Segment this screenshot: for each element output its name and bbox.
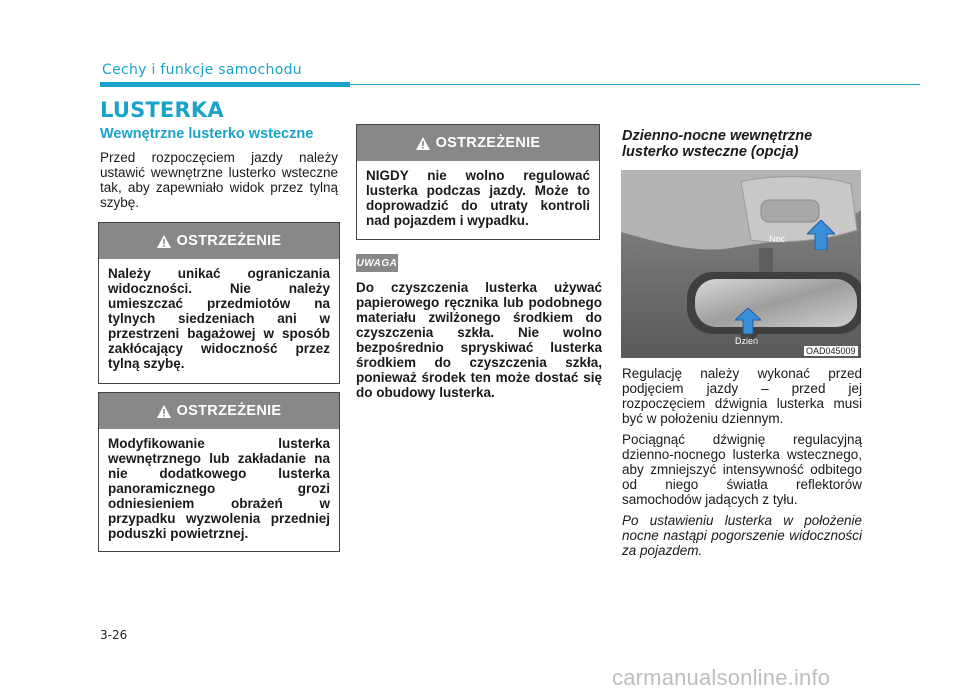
warning-text: Modyfikowanie lusterka wewnętrznego lub zakładanie na nie dodatkowego lusterka panoramicznego grozi odniesieniem obrażeń w przypadku wyzwolenia przedniej poduszki powietrznej. (108, 436, 330, 541)
warning-triangle-icon (416, 137, 430, 150)
daynight-paragraph-2: Pociągnąć dźwignię regulacyjną dzienno-nocnego lusterka wstecznego, aby zmniejszyć intensywność odbitego od niego światła reflektorów samochodów jadących z tyłu. (622, 432, 862, 507)
daynight-text (622, 366, 862, 564)
warning-label: OSTRZEŻENIE (176, 233, 282, 249)
header-rule-thick (100, 82, 350, 87)
daynight-paragraph-1: Regulację należy wykonać przed podjęciem jazdy – przed jej rozpoczęciem dźwignia lusterka musi być w położeniu dziennym. (622, 366, 862, 426)
notice-text: Do czyszczenia lusterka używać papierowego ręcznika lub podobnego materiału zwilżonego środkiem do czyszczenia szkła. Nie wolno bezpośrednio spryskiwać lusterka środkiem do czyszczenia szkła, ponieważ środek ten może dostać się do obudowy lusterka. (356, 280, 602, 400)
warning-header (99, 393, 339, 429)
warning-header (99, 223, 339, 259)
header-rule-thin (350, 84, 920, 85)
night-label: Noc (769, 234, 786, 244)
warning-header (357, 125, 599, 161)
daynight-paragraph-3: Po ustawieniu lusterka w położenie nocne nastąpi pogorszenie widoczności za pojazdem. (622, 513, 862, 558)
arrow-up-icon (735, 308, 761, 334)
chapter-title: Cechy i funkcje samochodu (102, 62, 302, 78)
warning-triangle-icon (157, 235, 171, 248)
daynight-mirror-title: Dzienno-nocne wewnętrzne lusterko wsteczne (opcja) (622, 128, 813, 160)
mirror-photo (621, 170, 861, 358)
warning-box-driving (356, 124, 600, 240)
day-label: Dzień (735, 336, 759, 346)
intro-paragraph (100, 150, 338, 216)
warning-label: OSTRZEŻENIE (435, 135, 541, 151)
notice-badge: UWAGA (356, 254, 398, 272)
arrow-up-icon (807, 220, 835, 250)
watermark: carmanualsonline.info (612, 665, 831, 690)
subsection-title: Wewnętrzne lusterko wsteczne (100, 126, 314, 142)
section-title: LUSTERKA (100, 98, 224, 122)
warning-box-modification (98, 392, 340, 552)
warning-label: OSTRZEŻENIE (176, 403, 282, 419)
intro-text: Przed rozpoczęciem jazdy należy ustawić wewnętrzne lusterko wsteczne tak, aby zapewniało widok przez tylną szybę. (100, 150, 338, 210)
warning-triangle-icon (157, 405, 171, 418)
warning-text: Należy unikać ograniczania widoczności. Nie należy umieszczać przedmiotów na tylnych siedzeniach ani w przestrzeni bagażowej w sposób zakłócający widoczność przez tylną szybę. (108, 266, 330, 371)
warning-box-visibility (98, 222, 340, 384)
warning-text: NIGDY nie wolno regulować lusterka podczas jazdy. Może to doprowadzić do utraty kontroli nad pojazdem i wypadku. (366, 168, 590, 228)
image-code: OAD045009 (806, 346, 856, 356)
page-number: 3-26 (100, 628, 128, 642)
